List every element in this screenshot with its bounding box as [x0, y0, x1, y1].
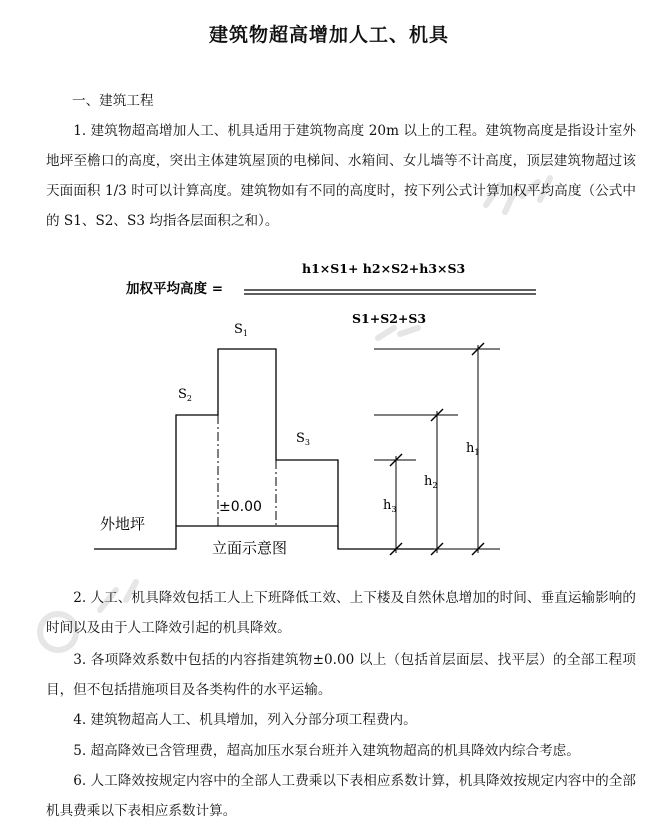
section-heading: 一、建筑工程 [72, 93, 154, 109]
formula-label: 加权平均高度 = [126, 281, 224, 297]
diagram-caption: 立面示意图 [212, 539, 288, 557]
label-h2: $h_2$ [424, 474, 438, 490]
paragraph-1: 1. 建筑物超高增加人工、机具适用于建筑物高度 20m 以上的工程。建筑物高度是指设计室外地坪至檐口的高度，突出主体建筑屋顶的电梯间、水箱间、女儿墙等不计高度，顶层建筑物超过该天面面积 1/3 时可以计算高度。建筑物如有不同的高度时，按下列公式计算加权平均高度（公式中的 S1、S2、S3 均指各层面积之和）。 [46, 123, 636, 229]
formula-denominator: S1+S2+S3 [352, 311, 427, 326]
page-title: 建筑物超高增加人工、机具 [208, 24, 449, 46]
elevation-diagram [0, 255, 658, 565]
formula-numerator: h1×S1+ h2×S2+h3×S3 [302, 261, 466, 276]
paragraph-3: 3. 各项降效系数中包括的内容指建筑物±0.00 以上（包括首层面层、找平层）的全部工程项目，但不包括措施项目及各类构件的水平运输。 [46, 652, 636, 698]
label-s3: $S_3$ [296, 431, 310, 447]
label-ground: 外地坪 [100, 515, 146, 533]
paragraph-4: 4. 建筑物超高人工、机具增加，列入分部分项工程费内。 [73, 712, 417, 728]
paragraph-5: 5. 超高降效已含管理费，超高加压水泵台班并入建筑物超高的机具降效内综合考虑。 [73, 743, 580, 759]
paragraph-2: 2. 人工、机具降效包括工人上下班降低工效、上下楼及自然休息增加的时间、垂直运输影响的时间以及由于人工降效引起的机具降效。 [46, 590, 636, 636]
label-h3: $h_3$ [383, 498, 397, 514]
label-s1: $S_1$ [234, 322, 248, 338]
label-zero-level: ±0.00 [219, 499, 262, 515]
label-h1: $h_1$ [466, 441, 480, 457]
label-s2: $S_2$ [178, 387, 192, 403]
paragraph-6: 6. 人工降效按规定内容中的全部人工费乘以下表相应系数计算，机具降效按规定内容中的全部机具费乘以下表相应系数计算。 [46, 773, 636, 819]
